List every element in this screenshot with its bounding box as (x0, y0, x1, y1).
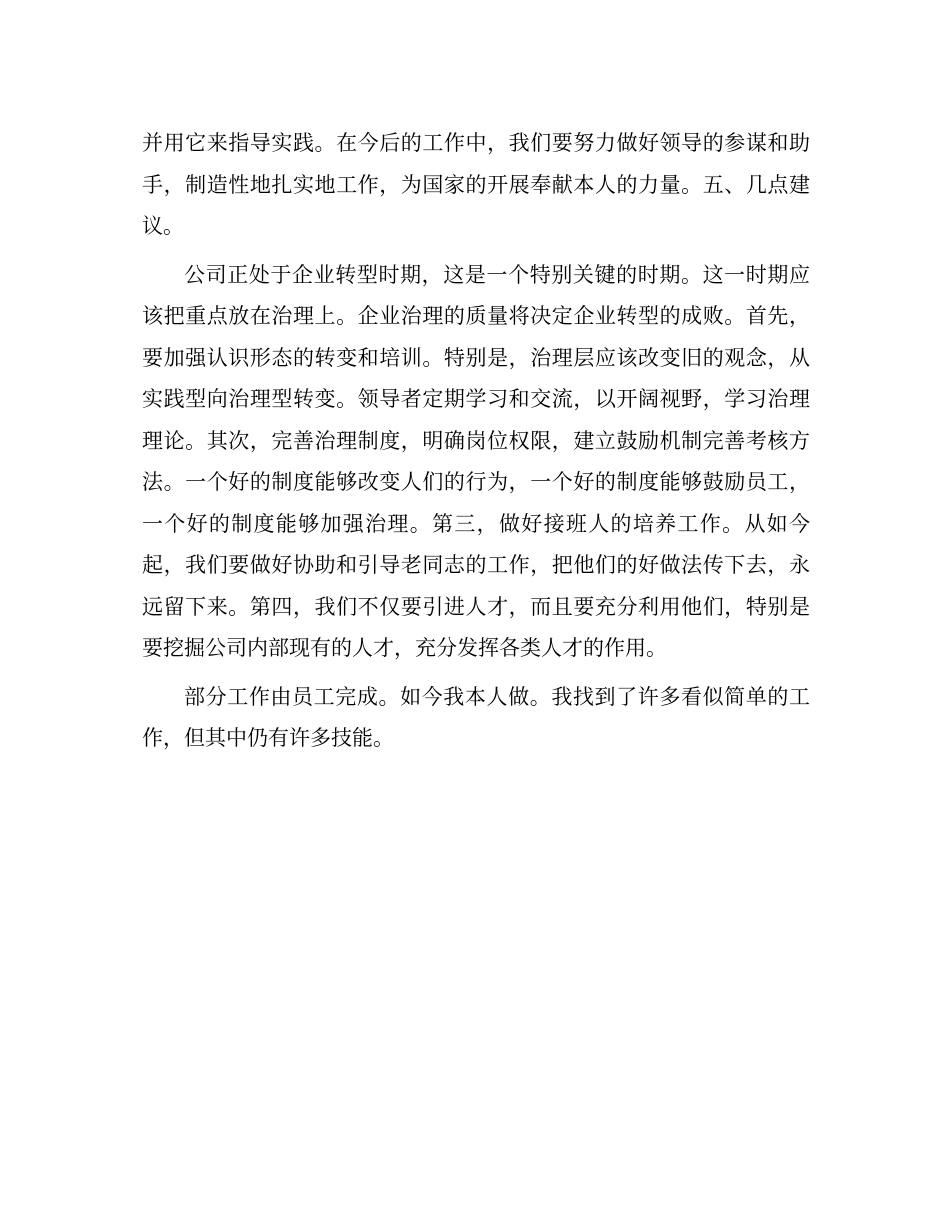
document-body (142, 123, 810, 767)
paragraph-3: 部分工作由员工完成。如今我本人做。我找到了许多看似简单的工作，但其中仍有许多技能。 (142, 684, 810, 750)
paragraph-1: 并用它来指导实践。在今后的工作中，我们要努力做好领导的参谋和助手，制造性地扎实地工作，为国家的开展奉献本人的力量。五、几点建议。 (142, 131, 810, 238)
paragraph-2: 公司正处于企业转型时期，这是一个特别关键的时期。这一时期应该把重点放在治理上。企业治理的质量将决定企业转型的成败。首先，要加强认识形态的转变和培训。特别是，治理层应该改变旧的观念，从实践型向治理型转变。领导者定期学习和交流，以开阔视野，学习治理理论。其次，完善治理制度，明确岗位权限，建立鼓励机制完善考核方法。一个好的制度能够改变人们的行为，一个好的制度能够鼓励员工，一个好的制度能够加强治理。第三，做好接班人的培养工作。从如今起，我们要做好协助和引导老同志的工作，把他们的好做法传下去，永远留下来。第四，我们不仅要引进人才，而且要充分利用他们，特别是要挖掘公司内部现有的人才，充分发挥各类人才的作用。 (142, 262, 810, 660)
